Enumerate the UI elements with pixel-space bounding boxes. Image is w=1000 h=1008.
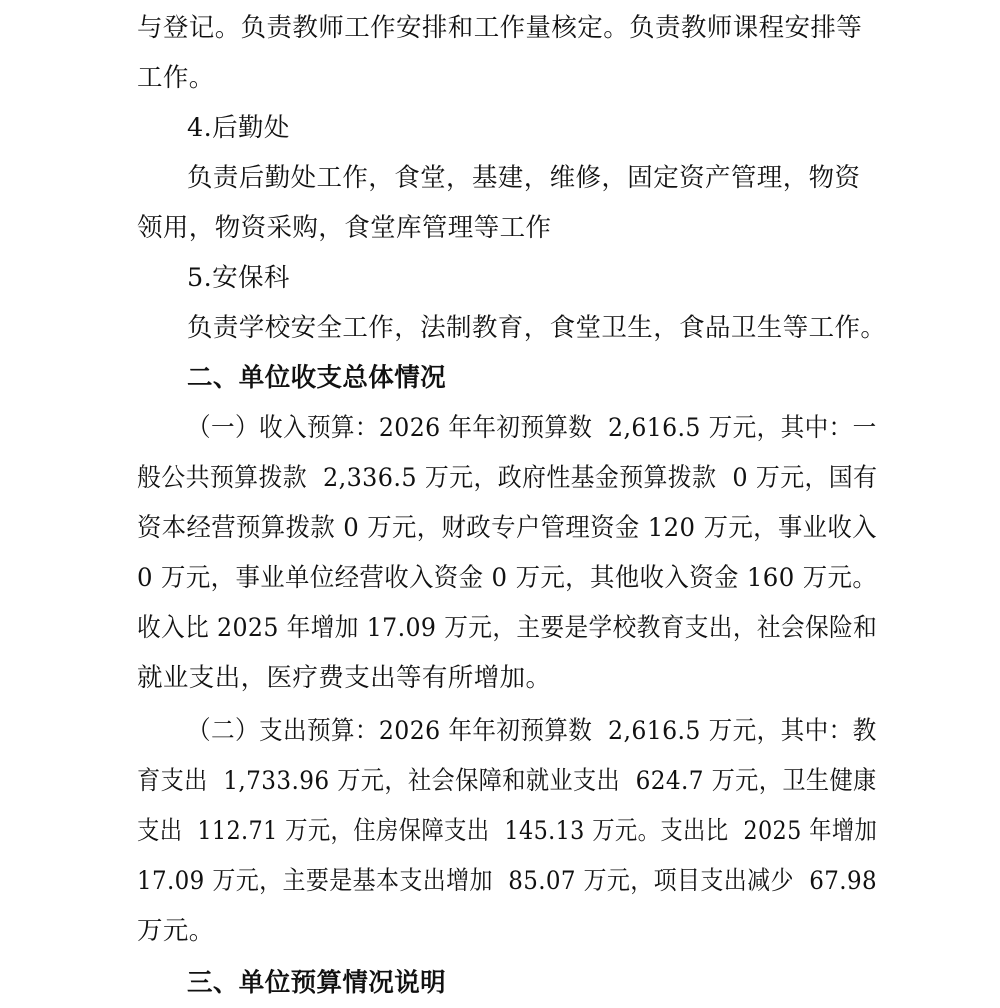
text-line: 领用，物资采购，食堂库管理等工作 (137, 213, 552, 243)
text-line: （二）支出预算：2026 年年初预算数 2,616.5 万元，其中：教 (187, 716, 877, 746)
section-heading: 4.后勤处 (187, 113, 290, 143)
text-line: 育支出 1,733.96 万元，社会保障和就业支出 624.7 万元，卫生健康 (137, 766, 877, 796)
text-line: 负责后勤处工作，食堂，基建，维修，固定资产管理，物资 (187, 163, 861, 193)
text-line: 0 万元，事业单位经营收入资金 0 万元，其他收入资金 160 万元。 (137, 563, 878, 593)
text-line: 与登记。负责教师工作安排和工作量核定。负责教师课程安排等 (137, 13, 863, 43)
text-line: 般公共预算拨款 2,336.5 万元，政府性基金预算拨款 0 万元，国有 (137, 463, 878, 493)
text-line: 收入比 2025 年增加 17.09 万元，主要是学校教育支出，社会保险和 (137, 613, 878, 643)
chapter-heading: 二、单位收支总体情况 (187, 363, 447, 393)
text-line: 17.09 万元，主要是基本支出增加 85.07 万元，项目支出减少 67.98 (137, 866, 877, 896)
text-line: （一）收入预算：2026 年年初预算数 2,616.5 万元，其中：一 (187, 413, 877, 443)
text-line: 负责学校安全工作，法制教育，食堂卫生，食品卫生等工作。 (187, 313, 887, 343)
text-line: 工作。 (137, 63, 215, 93)
chapter-heading: 三、单位预算情况说明 (187, 968, 447, 998)
text-line: 万元。 (137, 916, 215, 946)
text-line: 资本经营预算拨款 0 万元，财政专户管理资金 120 万元，事业收入 (137, 513, 877, 543)
text-line: 就业支出，医疗费支出等有所增加。 (137, 663, 552, 693)
section-heading: 5.安保科 (187, 263, 290, 293)
text-line: 支出 112.71 万元，住房保障支出 145.13 万元。支出比 2025 年增加 (137, 816, 878, 846)
